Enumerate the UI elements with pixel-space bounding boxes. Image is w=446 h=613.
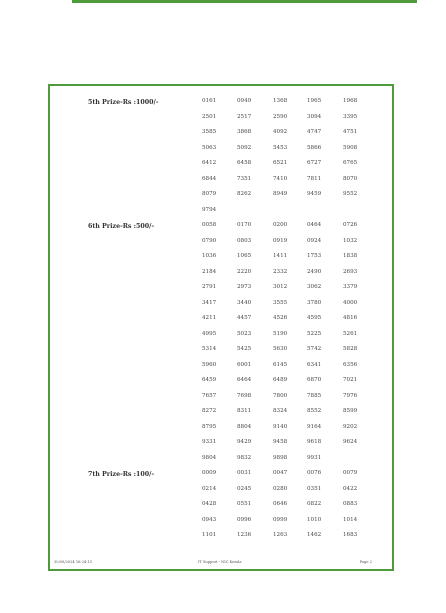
ticket-number: 1036 (202, 253, 217, 259)
ticket-number: 1683 (343, 532, 358, 538)
prize-title: 6th Prize-Rs :500/- (88, 223, 155, 230)
ticket-number: 1462 (307, 532, 322, 538)
ticket-number: 6458 (237, 160, 252, 166)
ticket-number: 0924 (307, 237, 322, 244)
ticket-number: 7976 (343, 392, 358, 399)
ticket-number: 7410 (273, 175, 288, 182)
ticket-number: 5908 (343, 144, 358, 151)
ticket-number: 0726 (343, 222, 358, 228)
ticket-number: 5190 (273, 330, 288, 337)
ticket-number: 4092 (273, 129, 288, 135)
ticket-number: 3012 (273, 284, 288, 290)
ticket-number: 9429 (237, 439, 252, 445)
ticket-number: 0161 (202, 98, 217, 104)
ticket-number: 7811 (307, 175, 322, 182)
ticket-number: 1965 (307, 98, 322, 104)
ticket-number: 4211 (202, 315, 217, 321)
ticket-number: 3780 (307, 299, 322, 306)
ticket-number: 0200 (273, 222, 288, 228)
ticket-number: 4595 (307, 315, 322, 321)
ticket-number: 8599 (343, 408, 358, 414)
ticket-number: 4747 (307, 129, 322, 135)
ticket-number: 0822 (307, 501, 322, 507)
ticket-number: 5828 (343, 346, 358, 352)
ticket-number: 6464 (237, 377, 252, 383)
ticket-number: 1236 (237, 532, 252, 538)
ticket-number: 0883 (343, 501, 358, 507)
ticket-number: 0009 (202, 470, 217, 476)
ticket-number: 3585 (202, 129, 217, 135)
ticket-number: 8552 (307, 408, 322, 414)
ticket-number: 8272 (202, 408, 217, 414)
ticket-number: 9624 (343, 439, 358, 445)
ticket-number: 0551 (237, 501, 252, 507)
ticket-number: 8804 (237, 423, 252, 430)
ticket-number: 5425 (237, 346, 252, 352)
ticket-number: 1014 (343, 516, 358, 523)
ticket-number: 9804 (202, 454, 217, 461)
ticket-number: 1753 (307, 253, 322, 259)
ticket-number: 6765 (343, 160, 358, 166)
ticket-number: 0280 (273, 485, 288, 492)
ticket-number: 3062 (307, 284, 322, 290)
ticket-number: 7021 (343, 377, 358, 383)
ticket-number: 9140 (273, 423, 288, 430)
ticket-number: 7657 (202, 392, 217, 399)
ticket-number: 9458 (273, 439, 288, 445)
ticket-number: 8949 (273, 191, 288, 197)
ticket-number: 2791 (202, 284, 217, 290)
ticket-number: 1032 (343, 237, 358, 244)
ticket-number: 6341 (307, 361, 322, 368)
ticket-number: 6356 (343, 361, 358, 368)
ticket-number: 0999 (273, 516, 288, 523)
ticket-number: 2332 (273, 268, 288, 275)
ticket-number: 6145 (273, 361, 288, 368)
ticket-number: 0422 (343, 485, 358, 492)
prize-title: 5th Prize-Rs :1000/- (88, 99, 159, 106)
ticket-number: 5453 (273, 144, 288, 151)
ticket-number: 8311 (237, 408, 252, 414)
ticket-number: 1838 (343, 253, 358, 259)
ticket-number: 9618 (307, 439, 322, 445)
ticket-number: 2693 (343, 268, 358, 275)
ticket-number: 0351 (307, 485, 322, 492)
ticket-number: 9202 (343, 423, 358, 430)
ticket-number: 2590 (273, 113, 288, 120)
ticket-number: 6727 (307, 160, 322, 166)
ticket-number: 0790 (202, 237, 217, 244)
ticket-number: 7800 (273, 392, 288, 399)
ticket-number: 2501 (202, 113, 217, 120)
ticket-number: 0428 (202, 501, 217, 507)
prize-title: 7th Prize-Rs :100/- (88, 471, 155, 478)
ticket-number: 5314 (202, 346, 217, 352)
ticket-number: 9331 (202, 439, 217, 445)
ticket-number: 5092 (237, 144, 252, 151)
ticket-number: 6459 (202, 377, 217, 383)
ticket-number: 2220 (237, 268, 252, 275)
ticket-number: 2973 (237, 284, 252, 290)
ticket-number: 5866 (307, 144, 322, 151)
ticket-number: 6489 (273, 377, 288, 383)
ticket-number: 6001 (237, 361, 252, 368)
footer-page-number: Page 2 (359, 560, 372, 564)
ticket-number: 0047 (273, 470, 288, 476)
ticket-number: 4816 (343, 315, 358, 321)
ticket-number: 0079 (343, 470, 358, 476)
ticket-number: 3440 (237, 299, 252, 306)
ticket-number: 0464 (307, 222, 322, 228)
ticket-number: 3395 (343, 113, 358, 120)
ticket-number: 6521 (273, 160, 288, 166)
ticket-number: 1968 (343, 98, 358, 104)
ticket-number: 0943 (202, 516, 217, 523)
ticket-number: 3094 (307, 113, 322, 120)
ticket-number: 9931 (307, 454, 322, 461)
ticket-number: 4457 (237, 315, 252, 321)
ticket-number: 3555 (273, 299, 288, 306)
ticket-number: 4751 (343, 129, 358, 135)
ticket-number: 9794 (202, 206, 217, 213)
ticket-number: 7698 (237, 392, 252, 399)
ticket-number: 3417 (202, 299, 217, 306)
ticket-number: 6844 (202, 175, 217, 182)
ticket-number: 9164 (307, 423, 322, 430)
ticket-number: 5261 (343, 330, 358, 337)
ticket-number: 1411 (273, 253, 288, 259)
ticket-number: 3379 (343, 284, 358, 290)
ticket-number: 6412 (202, 160, 217, 166)
ticket-number: 0076 (307, 470, 322, 476)
ticket-number: 4000 (343, 299, 358, 306)
ticket-number: 0919 (273, 237, 288, 244)
ticket-number: 1101 (202, 532, 217, 538)
top-rule (72, 0, 417, 3)
ticket-number: 0058 (202, 222, 217, 228)
ticket-number: 9898 (273, 454, 288, 461)
results-page (48, 84, 394, 571)
ticket-number: 5023 (237, 330, 252, 337)
ticket-number: 0245 (237, 485, 252, 492)
ticket-number: 6870 (307, 377, 322, 383)
ticket-number: 0170 (237, 222, 252, 228)
ticket-number: 9832 (237, 454, 252, 461)
ticket-number: 9552 (343, 191, 358, 197)
footer-credit: IT Support - NIC Kerala (198, 560, 242, 564)
ticket-number: 8324 (273, 408, 288, 414)
ticket-number: 0949 (237, 98, 252, 104)
ticket-number: 8795 (202, 423, 217, 430)
ticket-number: 7885 (307, 392, 322, 399)
ticket-number: 0031 (237, 470, 252, 476)
ticket-number: 5063 (202, 144, 217, 151)
ticket-number: 8079 (202, 191, 217, 197)
ticket-number: 5225 (307, 330, 322, 337)
footer-timestamp: 30/08/2024 16:24:15 (54, 560, 92, 564)
ticket-number: 5742 (307, 346, 322, 352)
ticket-number: 8262 (237, 191, 252, 197)
ticket-number: 4526 (273, 315, 288, 321)
ticket-number: 0803 (237, 237, 252, 244)
ticket-number: 5630 (273, 346, 288, 352)
ticket-number: 0996 (237, 516, 252, 523)
ticket-number: 1263 (273, 532, 288, 538)
ticket-number: 8070 (343, 175, 358, 182)
ticket-number: 0214 (202, 485, 217, 492)
ticket-number: 5960 (202, 361, 217, 368)
ticket-number: 9459 (307, 191, 322, 197)
ticket-number: 1010 (307, 516, 322, 523)
ticket-number: 3868 (237, 129, 252, 135)
ticket-number: 7351 (237, 175, 252, 182)
ticket-number: 1065 (237, 253, 252, 259)
ticket-number: 1368 (273, 98, 288, 104)
ticket-number: 2490 (307, 268, 322, 275)
ticket-number: 0646 (273, 501, 288, 507)
ticket-number: 2517 (237, 113, 252, 120)
ticket-number: 4995 (202, 330, 217, 337)
ticket-number: 2184 (202, 268, 217, 275)
